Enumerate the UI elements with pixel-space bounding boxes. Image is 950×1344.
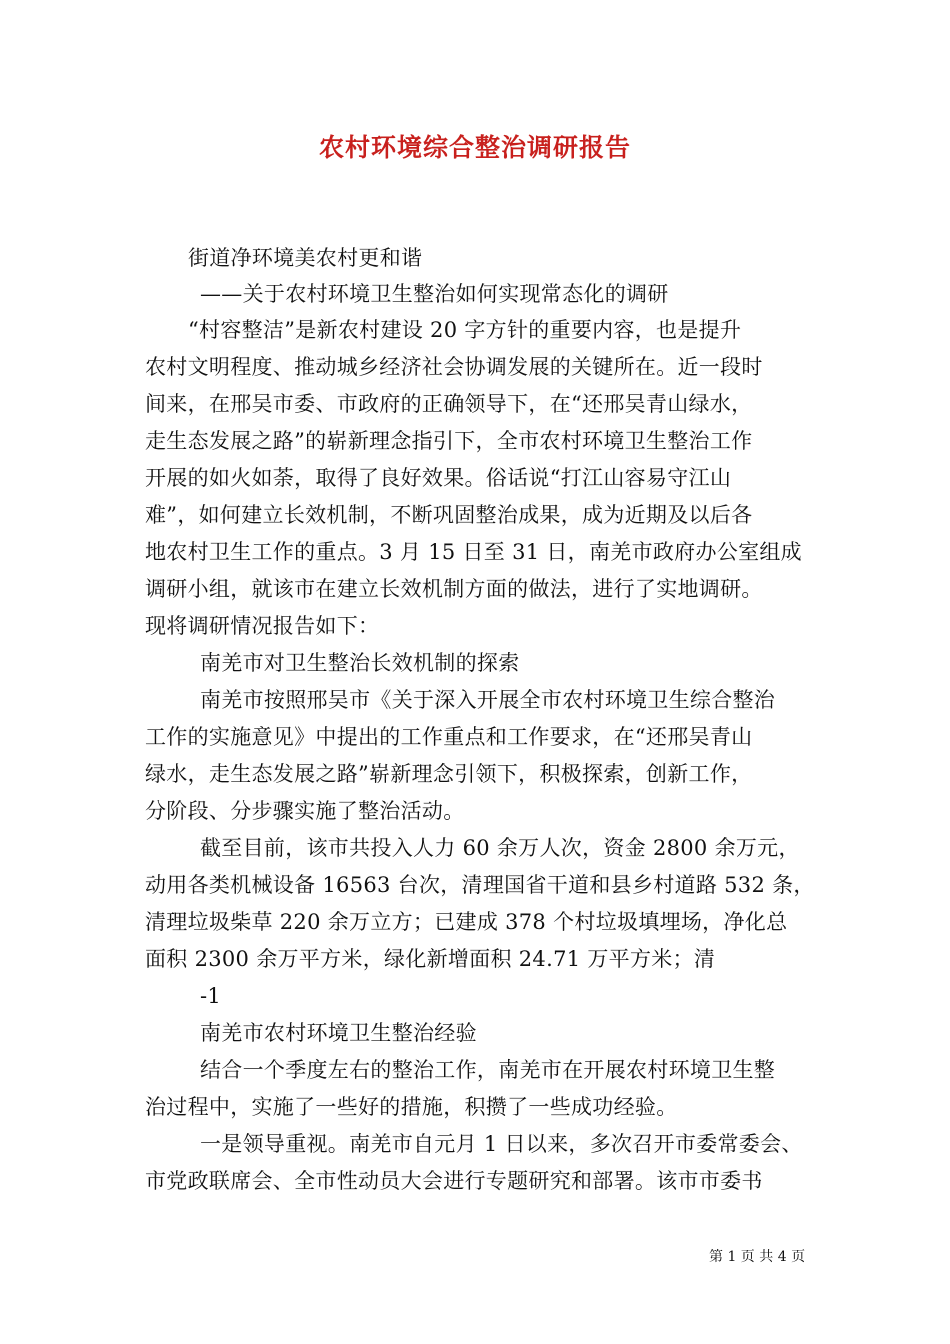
text-line: 南羌市按照邢吴市《关于深入开展全市农村环境卫生综合整治 <box>200 688 776 712</box>
text-line: 结合一个季度左右的整治工作，南羌市在开展农村环境卫生整 <box>200 1058 776 1082</box>
text-line: 面积 2300 余万平方米，绿化新增面积 24.71 万平方米；清 <box>145 947 716 971</box>
text-line: 间来，在邢吴市委、市政府的正确领导下，在“还邢吴青山绿水， <box>145 392 753 416</box>
text-line: 走生态发展之路”的崭新理念指引下，全市农村环境卫生整治工作 <box>145 429 753 453</box>
page-footer: 第 1 页 共 4 页 <box>709 1249 806 1265</box>
text-line: 治过程中，实施了一些好的措施，积攒了一些成功经验。 <box>145 1095 678 1119</box>
text-line: 分阶段、分步骤实施了整治活动。 <box>145 799 465 823</box>
text-line: 地农村卫生工作的重点。3 月 15 日至 31 日，南羌市政府办公室组成 <box>145 540 802 564</box>
text-line: 截至目前，该市共投入人力 60 余万人次，资金 2800 余万元， <box>200 836 800 860</box>
text-line: 绿水，走生态发展之路”崭新理念引领下，积极探索，创新工作， <box>145 762 753 786</box>
text-line: 清理垃圾柴草 220 余万立方；已建成 378 个村垃圾填埋场，净化总 <box>145 910 788 934</box>
text-line: 现将调研情况报告如下： <box>145 614 380 638</box>
text-line: 开展的如火如荼，取得了良好效果。俗话说“打江山容易守江山 <box>145 466 732 490</box>
text-line: 调研小组，就该市在建立长效机制方面的做法，进行了实地调研。 <box>145 577 763 601</box>
page-marker: -1 <box>200 984 222 1008</box>
text-line: 一是领导重视。南羌市自元月 1 日以来，多次召开市委常委会、 <box>200 1132 803 1156</box>
text-line: “村容整洁”是新农村建设 20 字方针的重要内容，也是提升 <box>188 318 742 342</box>
text-line: 难”，如何建立长效机制，不断巩固整治成果，成为近期及以后各 <box>145 503 753 527</box>
section-heading: 南羌市对卫生整治长效机制的探索 <box>200 651 520 675</box>
text-line: 动用各类机械设备 16563 台次，清理国省干道和县乡村道路 532 条， <box>145 873 815 897</box>
text-line: 街道净环境美农村更和谐 <box>188 246 423 270</box>
text-line: 工作的实施意见》中提出的工作重点和工作要求，在“还邢吴青山 <box>145 725 753 749</box>
section-heading: 南羌市农村环境卫生整治经验 <box>200 1021 477 1045</box>
text-line: 农村文明程度、推动城乡经济社会协调发展的关键所在。近一段时 <box>145 355 763 379</box>
text-line: ——关于农村环境卫生整治如何实现常态化的调研 <box>200 282 669 306</box>
page-title: 农村环境综合整治调研报告 <box>318 133 631 162</box>
text-line: 市党政联席会、全市性动员大会进行专题研究和部署。该市市委书 <box>145 1169 763 1193</box>
